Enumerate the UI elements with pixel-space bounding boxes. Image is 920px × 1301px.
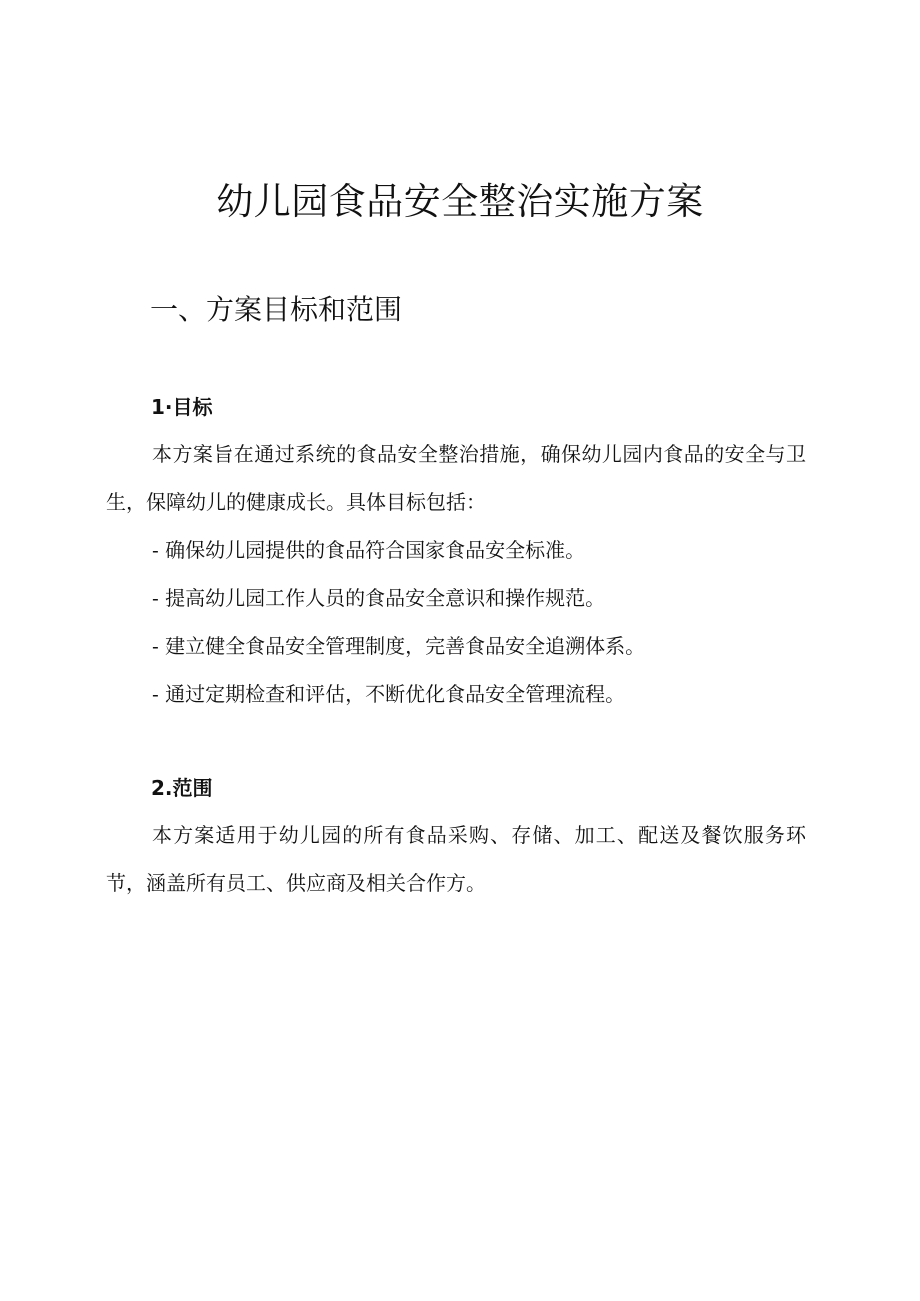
goal-list-item: - 通过定期检查和评估，不断优化食品安全管理流程。 xyxy=(152,682,626,706)
scope-paragraph: 本方案适用于幼儿园的所有食品采购、存储、加工、配送及餐饮服务环节，涵盖所有员工、供应商及相关合作方。 xyxy=(106,823,806,895)
goal-heading: 1·目标 xyxy=(151,395,213,419)
section-heading: 一、方案目标和范围 xyxy=(150,293,403,326)
goal-list-item: - 提高幼儿园工作人员的食品安全意识和操作规范。 xyxy=(152,586,606,610)
goal-list-item: - 确保幼儿园提供的食品符合国家食品安全标准。 xyxy=(152,538,586,562)
document-title: 幼儿园食品安全整治实施方案 xyxy=(216,180,704,223)
goal-list xyxy=(152,526,645,718)
goal-list-item: - 建立健全食品安全管理制度，完善食品安全追溯体系。 xyxy=(152,634,646,658)
goal-intro-paragraph: 本方案旨在通过系统的食品安全整治措施，确保幼儿园内食品的安全与卫生，保障幼儿的健康成长。具体目标包括： xyxy=(106,442,806,514)
scope-heading: 2.范围 xyxy=(151,776,213,800)
